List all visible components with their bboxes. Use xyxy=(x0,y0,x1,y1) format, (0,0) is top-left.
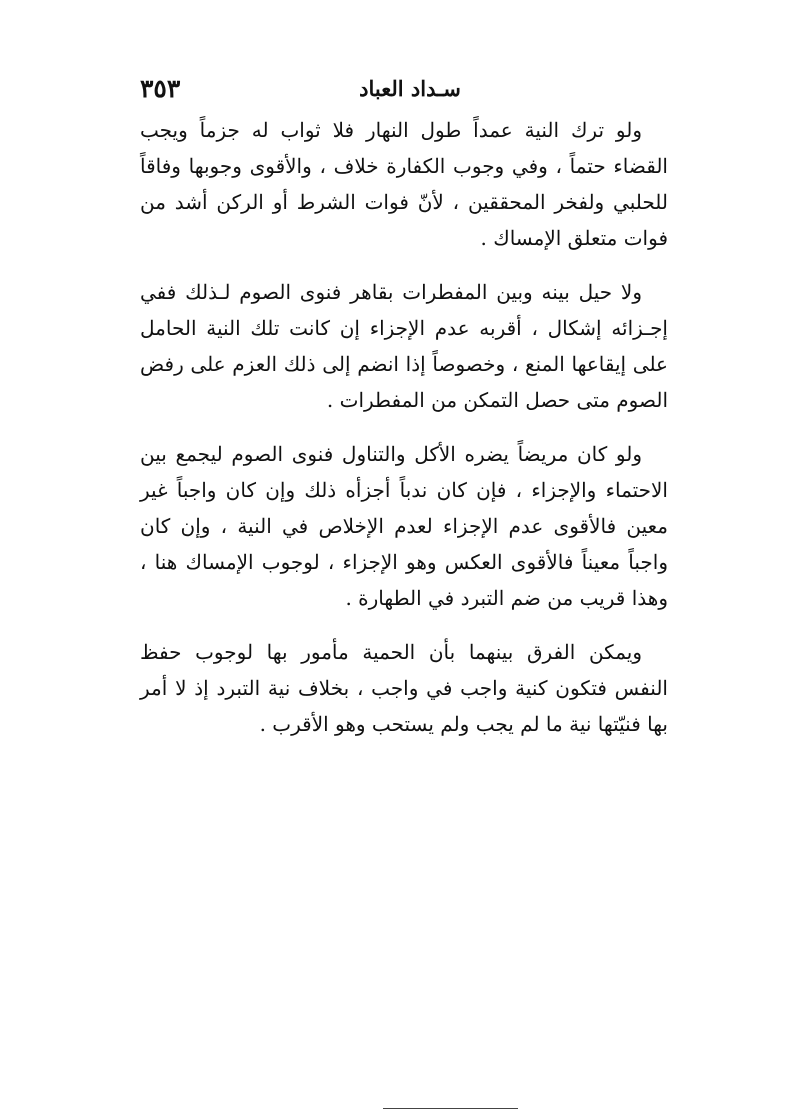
page-number: ٣٥٣ xyxy=(140,74,181,103)
paragraph-3: ولو كان مريضاً يضره الأكل والتناول فنوى الصوم ليجمع بين الاحتماء والإجزاء ، فإن كان ندباً أجزأه ذلك وإن كان واجباً غير معين فالأقوى عدم الإجزاء لعدم الإخلاص في النية ، وإن كان واجباً معيناً فالأقوى العكس وهو الإجزاء ، لوجوب الإمساك هنا ، وهذا قريب من ضم التبرد في الطهارة . xyxy=(140,442,668,610)
body-text xyxy=(140,112,668,760)
footer-rule xyxy=(383,1108,518,1109)
running-header xyxy=(140,74,680,114)
running-title: سـداد العباد xyxy=(359,76,461,101)
paragraph-4: ويمكن الفرق بينهما بأن الحمية مأمور بها لوجوب حفظ النفس فتكون كنية واجب في واجب ، بخلاف نية التبرد إذ لا أمر بها فنيّتها نية ما لم يجب ولم يستحب وهو الأقرب . xyxy=(140,640,668,736)
paragraph-2: ولا حيل بينه وبين المفطرات بقاهر فنوى الصوم لـذلك ففي إجـزائه إشكال ، أقربه عدم الإجزاء إن كانت تلك النية الحامل على إيقاعها المنع ، وخصوصاً إذا انضم إلى ذلك العزم على رفض الصوم متى حصل التمكن من المفطرات . xyxy=(140,280,668,412)
paragraph-1: ولو ترك النية عمداً طول النهار فلا ثواب له جزماً ويجب القضاء حتماً ، وفي وجوب الكفارة خلاف ، والأقوى وجوبها وفاقاً للحلبي ولفخر المحققين ، لأنّ فوات الشرط أو الركن أشد من فوات متعلق الإمساك . xyxy=(140,118,668,250)
